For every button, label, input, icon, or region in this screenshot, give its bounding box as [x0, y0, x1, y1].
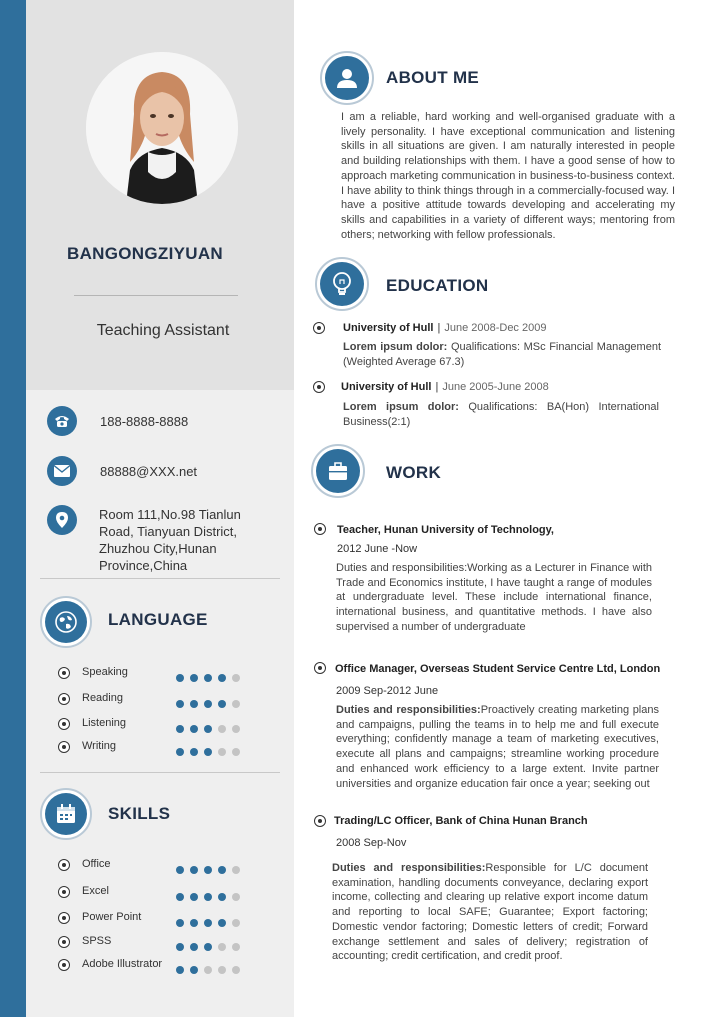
rating-dot-filled — [190, 700, 198, 708]
education-section-icon — [315, 257, 369, 311]
sidebar-divider — [40, 578, 280, 579]
rating-dot-filled — [190, 893, 198, 901]
calendar-icon — [45, 793, 87, 835]
education-entry-2-head: University of Hull | June 2005-June 2008 — [341, 381, 549, 393]
rating-label: Listening — [82, 717, 127, 729]
work-entry-1-role: Teacher, Hunan University of Technology, — [337, 524, 554, 536]
rating-dot-filled — [204, 700, 212, 708]
entry-bullet — [313, 322, 325, 334]
rating-dot-filled — [190, 748, 198, 756]
rating-dot-filled — [176, 893, 184, 901]
rating-dots — [176, 961, 246, 979]
about-text: I am a reliable, hard working and well-organised graduate with a lively personality. I have exceptional communication and listening skills in all situations are given. I am naturally interested in people and building relationships with them. I have a good sense of how to approach marketing communication in business-to-business context. I have ability to think things through in a commercially-focused way. I have a positive attitude towards developing and accelerating my skills and capabilities in a variety of different ways; mentoring from others; networking with fellow professionals. — [341, 111, 675, 241]
about-title: ABOUT ME — [386, 68, 480, 87]
language-title: LANGUAGE — [108, 610, 208, 629]
rating-dot-filled — [176, 866, 184, 874]
bullet-icon — [58, 912, 70, 924]
rating-dot-filled — [190, 674, 198, 682]
about-section-icon — [320, 51, 374, 105]
rating-dot-empty — [232, 748, 240, 756]
bullet-icon — [58, 959, 70, 971]
rating-dot-filled — [218, 893, 226, 901]
rating-dot-filled — [204, 893, 212, 901]
accent-stripe — [0, 0, 26, 1017]
rating-row — [58, 692, 268, 708]
skills-title: SKILLS — [108, 804, 171, 823]
education-entry-1-head: University of Hull | June 2008-Dec 2009 — [343, 322, 547, 334]
entry-bullet — [314, 815, 326, 827]
entry-bullet — [314, 662, 326, 674]
education-entry-2-detail: Lorem ipsum dolor: Qualifications: BA(Hon) International Business(2:1) — [343, 401, 659, 428]
rating-dot-empty — [232, 966, 240, 974]
rating-dot-filled — [218, 866, 226, 874]
rating-label: SPSS — [82, 935, 112, 947]
rating-dot-filled — [176, 943, 184, 951]
name-divider — [74, 295, 238, 296]
work-entry-3-text: Duties and responsibilities:Responsible for L/C document examination, handling documents conveyance, declaring export income, collecting and clearing up relative export income datum and reporting to local SAFE; Guarantee; Export factoring; Domestic vendor factoring; Domestic letters of credit; Forward exchange settlement and sales of delivery; registration of accounting; credit certification, and credit proof. — [332, 862, 649, 963]
rating-row — [58, 717, 268, 733]
entry-bullet — [313, 381, 325, 393]
bullet-icon — [58, 693, 70, 705]
phone-number: 188-8888-8888 — [100, 414, 189, 429]
school: University of Hull — [341, 381, 432, 393]
work-section-icon — [311, 444, 365, 498]
rating-dot-empty — [232, 866, 240, 874]
education-title: EDUCATION — [386, 276, 489, 295]
rating-dot-filled — [176, 748, 184, 756]
bullet-icon — [58, 667, 70, 679]
rating-dot-filled — [190, 966, 198, 974]
rating-dots — [176, 669, 246, 687]
rating-dot-empty — [232, 893, 240, 901]
entry-bullet — [314, 523, 326, 535]
location-icon — [47, 505, 77, 535]
person-icon — [325, 56, 369, 100]
rating-dots — [176, 743, 246, 761]
rating-dot-filled — [176, 725, 184, 733]
rating-dot-empty — [218, 725, 226, 733]
work-entry-1-dates: 2012 June -Now — [337, 543, 418, 555]
rating-label: Writing — [82, 740, 117, 752]
education-dates: June 2005-June 2008 — [442, 381, 549, 393]
rating-dot-empty — [218, 748, 226, 756]
rating-dot-filled — [204, 919, 212, 927]
rating-dot-filled — [190, 866, 198, 874]
job-title: Teaching Assistant — [96, 322, 230, 339]
bullet-icon — [58, 741, 70, 753]
work-entry-2-text: Duties and responsibilities:Proactively creating marketing plans and campaigns, pulling the teams in to help me and full execute everything; confidently manage a team of marketing executives, execute all plans and campaigns; streamline working procedure and enhanced work efficiency to a large extent. Invite partner universities and organize education fair once a year; seeking out — [336, 704, 659, 790]
rating-dot-filled — [190, 943, 198, 951]
rating-dot-empty — [218, 966, 226, 974]
rating-row — [58, 885, 268, 901]
skills-section-icon — [40, 788, 92, 840]
lightbulb-icon — [320, 262, 364, 306]
person-name: BANGONGZIYUAN — [67, 244, 223, 263]
globe-icon — [45, 601, 87, 643]
rating-label: Office — [82, 858, 111, 870]
rating-dot-filled — [190, 919, 198, 927]
profile-photo — [86, 52, 238, 204]
rating-row — [58, 935, 268, 951]
rating-dots — [176, 861, 246, 879]
rating-dot-filled — [204, 725, 212, 733]
rating-row — [58, 858, 268, 874]
rating-dots — [176, 695, 246, 713]
rating-dots — [176, 720, 246, 738]
briefcase-icon — [316, 449, 360, 493]
email-icon — [47, 456, 77, 486]
rating-dot-filled — [176, 700, 184, 708]
education-dates: June 2008-Dec 2009 — [444, 322, 547, 334]
rating-dot-filled — [204, 943, 212, 951]
rating-row — [58, 666, 268, 682]
bullet-icon — [58, 936, 70, 948]
rating-dot-filled — [190, 725, 198, 733]
rating-label: Power Point — [82, 911, 142, 923]
bullet-icon — [58, 859, 70, 871]
work-title: WORK — [386, 463, 442, 482]
rating-dot-filled — [218, 919, 226, 927]
rating-row — [58, 740, 268, 756]
bullet-icon — [58, 886, 70, 898]
rating-dot-filled — [204, 748, 212, 756]
rating-dot-empty — [232, 943, 240, 951]
rating-dot-empty — [218, 943, 226, 951]
work-entry-3-dates: 2008 Sep-Nov — [336, 837, 407, 849]
rating-dot-filled — [204, 674, 212, 682]
rating-dots — [176, 938, 246, 956]
rating-dot-empty — [232, 919, 240, 927]
sidebar-divider — [40, 772, 280, 773]
rating-dot-filled — [176, 674, 184, 682]
rating-dot-filled — [176, 919, 184, 927]
rating-row — [58, 911, 268, 927]
rating-dot-filled — [204, 866, 212, 874]
work-entry-2-role: Office Manager, Overseas Student Service Centre Ltd, London — [335, 663, 661, 675]
rating-row — [58, 958, 268, 974]
rating-dots — [176, 888, 246, 906]
rating-dot-filled — [218, 674, 226, 682]
language-section-icon — [40, 596, 92, 648]
rating-dot-empty — [232, 674, 240, 682]
work-entry-2-dates: 2009 Sep-2012 June — [336, 685, 439, 697]
rating-dot-filled — [176, 966, 184, 974]
phone-icon — [47, 406, 77, 436]
rating-label: Adobe Illustrator — [82, 958, 163, 970]
school: University of Hull — [343, 322, 434, 334]
rating-label: Reading — [82, 692, 123, 704]
rating-dot-empty — [204, 966, 212, 974]
work-entry-1-text: Duties and responsibilities:Working as a Lecturer in Finance with Trade and Economics institute, I have taught a range of modules at undergraduate level. These include international finance, international business, and quantitative methods. I have also supervised a number of undergraduate — [336, 562, 652, 633]
rating-dot-empty — [232, 700, 240, 708]
rating-label: Speaking — [82, 666, 128, 678]
address: Room 111,No.98 Tianlun Road, Tianyuan District, Zhuzhou City,Hunan Province,China — [99, 507, 241, 573]
rating-dots — [176, 914, 246, 932]
rating-dot-empty — [232, 725, 240, 733]
rating-label: Excel — [82, 885, 109, 897]
education-entry-1-detail: Lorem ipsum dolor: Qualifications: MSc Financial Management (Weighted Average 67.3) — [343, 341, 662, 368]
work-entry-3-role: Trading/LC Officer, Bank of China Hunan Branch — [334, 815, 588, 827]
rating-dot-filled — [218, 700, 226, 708]
email-address: 88888@XXX.net — [100, 464, 198, 479]
bullet-icon — [58, 718, 70, 730]
